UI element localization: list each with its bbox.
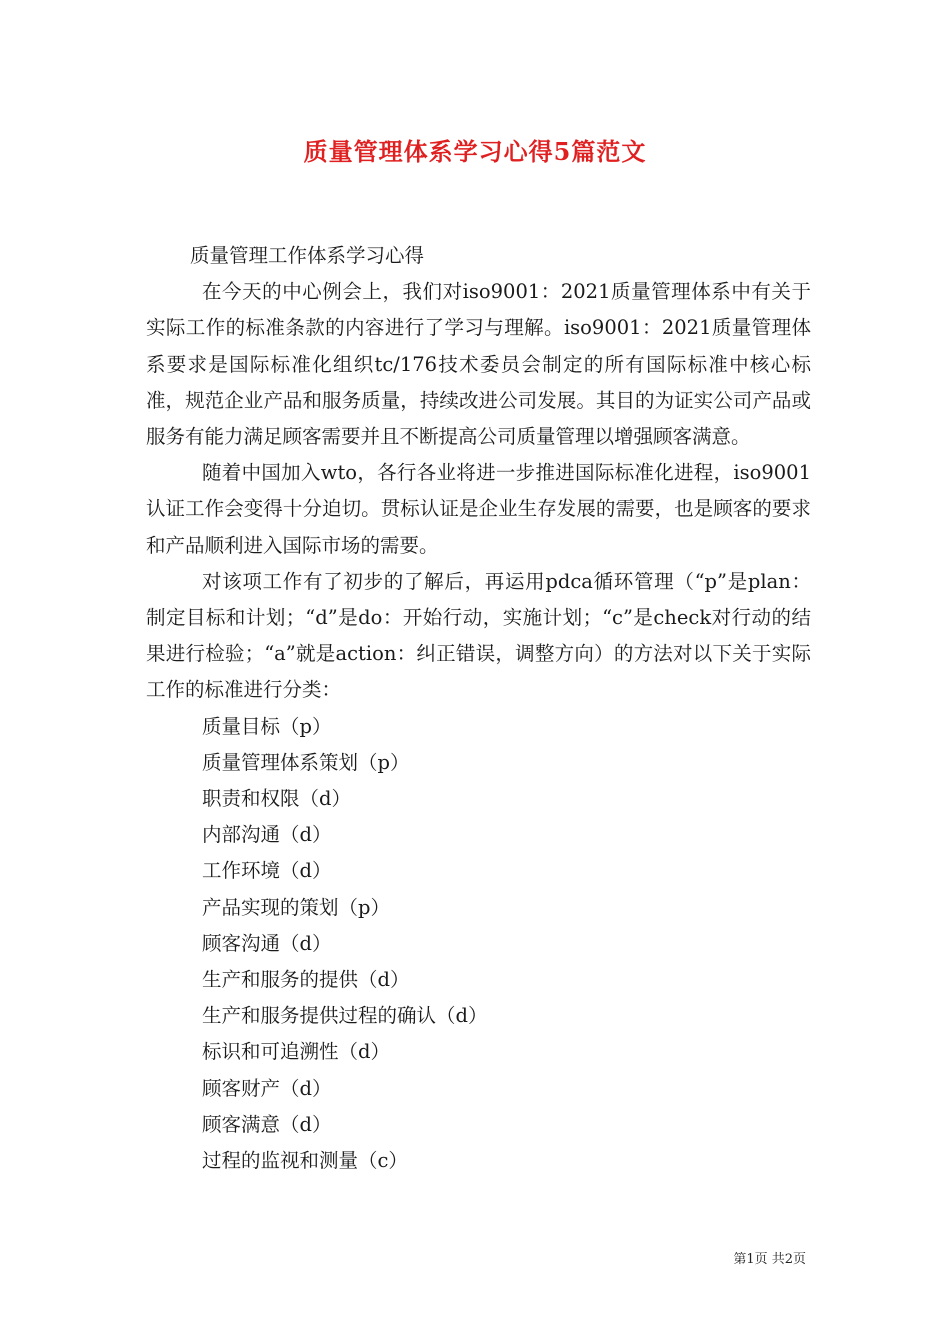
list-item: 生产和服务提供过程的确认（d） xyxy=(202,1004,488,1028)
list-item: 生产和服务的提供（d） xyxy=(202,968,410,992)
paragraph-intro: 在今天的中心例会上，我们对iso9001：2021质量管理体系中有关于实际工作的标准条款的内容进行了学习与理解。iso9001：2021质量管理体系要求是国际标准化组织tc/176技术委员会制定的所有国际标准中核心标准，规范企业产品和服务质量，持续改进公司发展。其目的为证实公司产品或服务有能力满足顾客需要并且不断提高公司质量管理以增强顾客满意。 xyxy=(146,280,811,449)
document-body xyxy=(146,238,811,1179)
list-item: 质量目标（p） xyxy=(202,714,332,738)
standards-list xyxy=(146,709,811,1180)
section-subtitle: 质量管理工作体系学习心得 xyxy=(190,244,425,267)
paragraph-wto: 随着中国加入wto，各行各业将进一步推进国际标准化进程，iso9001认证工作会变得十分迫切。贯标认证是企业生存发展的需要，也是顾客的要求和产品顺利进入国际市场的需要。 xyxy=(146,461,811,557)
paragraph-pdca: 对该项工作有了初步的了解后，再运用pdca循环管理（“p”是plan：制定目标和计划；“d”是do：开始行动，实施计划；“c”是check对行动的结果进行检验；“a”就是action：纠正错误，调整方向）的方法对以下关于实际工作的标准进行分类： xyxy=(146,569,811,702)
list-item: 顾客沟通（d） xyxy=(202,931,332,955)
list-item: 工作环境（d） xyxy=(202,859,332,883)
list-item: 过程的监视和测量（c） xyxy=(202,1149,408,1173)
list-item: 产品实现的策划（p） xyxy=(202,895,390,919)
document-title: 质量管理体系学习心得5篇范文 xyxy=(303,137,647,166)
list-item: 内部沟通（d） xyxy=(202,823,332,847)
list-item: 顾客财产（d） xyxy=(202,1076,332,1100)
list-item: 标识和可追溯性（d） xyxy=(202,1040,390,1064)
list-item: 质量管理体系策划（p） xyxy=(202,750,410,774)
page-number: 第1页 共2页 xyxy=(733,1252,806,1267)
list-item: 顾客满意（d） xyxy=(202,1112,332,1136)
list-item: 职责和权限（d） xyxy=(202,787,351,811)
